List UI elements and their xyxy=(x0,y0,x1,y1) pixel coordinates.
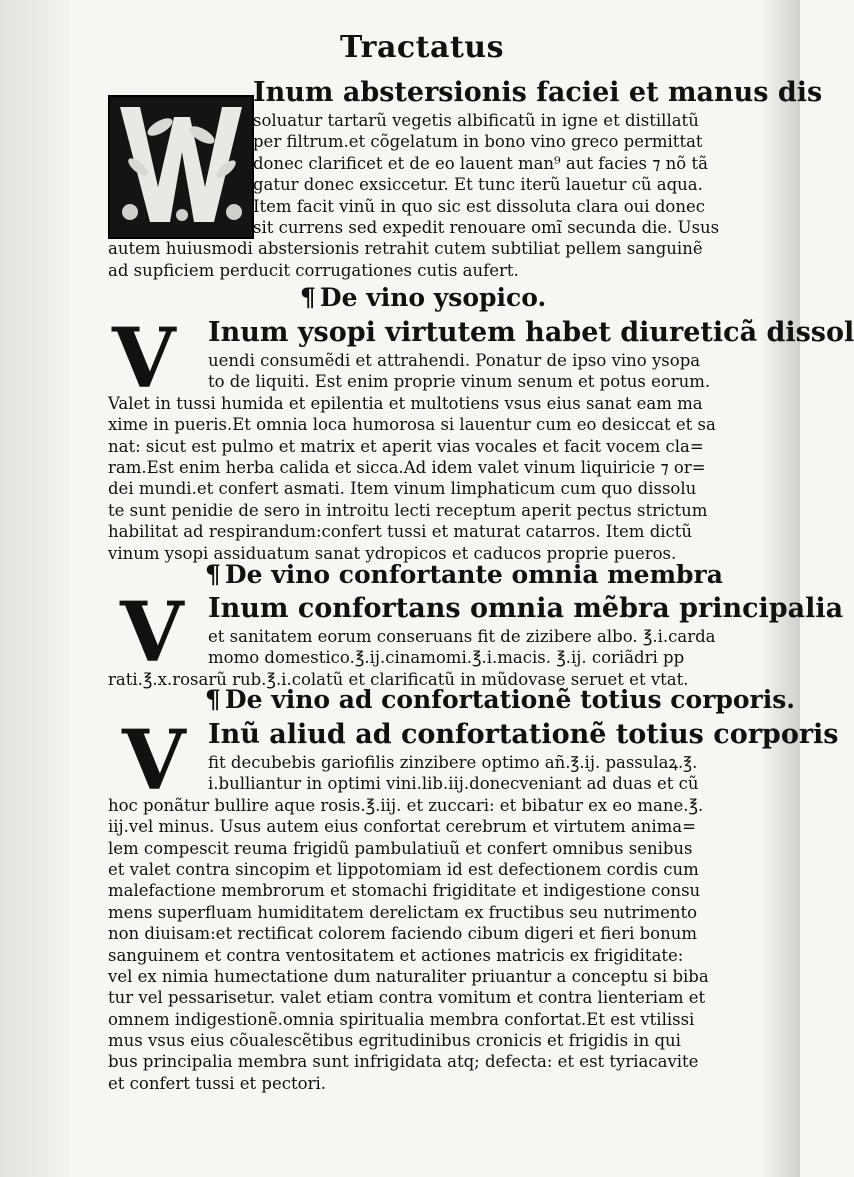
section4-line: lem compescit reuma frigidũ pambulatiuũ et confert omnibus senibus xyxy=(108,838,693,858)
pilcrow-mark: ¶ xyxy=(300,283,316,312)
section4-line: mens superfluam humiditatem derelictam ex fructibus seu nutrimento xyxy=(108,902,698,922)
section2-line: uendi consumẽdi et attrahendi. Ponatur de ipso vino ysopa xyxy=(208,351,701,370)
section1-line: ad supficiem perducit corrugationes cutis aufert. xyxy=(108,260,519,280)
section4-line: et valet contra sincopim et lippotomiam id est defectionem cordis cum xyxy=(108,859,699,879)
section4-line: bus principalia membra sunt infrigidata atq; defecta: et est tyriacavite xyxy=(108,1052,699,1072)
section1-line: soluatur tartarũ vegetis albificatũ in igne et distillatũ xyxy=(253,111,699,130)
page-gutter xyxy=(0,0,70,1177)
section2-line: xime in pueris.Et omnia loca humorosa si lauentur cum eo desiccat et sa xyxy=(108,415,716,435)
section4-line: fit decubebis gariofilis zinzibere optimo añ.℥.ij. passulaꝝ.℥. xyxy=(208,753,698,772)
section2-line: to de liquiti. Est enim proprie vinum senum et potus eorum. xyxy=(208,372,711,392)
section4-line: sanguinem et contra ventositatem et actiones matricis ex frigiditate: xyxy=(108,945,684,965)
section3-initial: V xyxy=(120,585,184,681)
section1-line: gatur donec exsiccetur. Et tunc iterũ lauetur cũ aqua. xyxy=(253,175,703,195)
section3-line: rati.℥.x.rosarũ rub.℥.i.colatũ et clarificatũ in mũdovase seruet et vtat. xyxy=(108,669,689,689)
section4-line: vel ex nimia humectatione dum naturaliter priuantur a conceptu si biba xyxy=(108,966,709,986)
section4-line: Inũ aliud ad confortationẽ totius corporis xyxy=(208,719,839,750)
section4-heading-text: De vino ad confortationẽ totius corporis. xyxy=(224,685,795,714)
section2-text xyxy=(108,311,854,564)
section1-line: sit currens sed expedit renouare omĩ secunda die. Usus xyxy=(253,217,720,237)
section3-line: momo domestico.℥.ij.cinamomi.℥.i.macis. ℥.ij. coriãdri pp xyxy=(208,648,685,668)
section1-line: autem huiusmodi abstersionis retrahit cutem subtiliat pellem sanguinẽ xyxy=(108,239,703,259)
section1-line: donec clarificet et de eo lauent man⁹ aut facies ⁊ nõ tã xyxy=(253,153,708,173)
section2-heading xyxy=(300,283,546,312)
section2-line: te sunt penidie de sero in introitu lecti receptum aperit pectus strictum xyxy=(108,500,708,520)
section2-line: nat: sicut est pulmo et matrix et aperit vias vocales et facit vocem cla= xyxy=(108,436,704,456)
section4-initial: V xyxy=(122,713,186,809)
section4-line: iij.vel minus. Usus autem eius confortat cerebrum et virtutem anima= xyxy=(108,817,696,837)
section3-line: Inum confortans omnia mẽbra principalia xyxy=(208,593,844,624)
section2-line: dei mundi.et confert asmati. Item vinum limphaticum cum quo dissolu xyxy=(108,479,697,499)
section4-line: tur vel pessarisetur. valet etiam contra vomitum et contra lienteriam et xyxy=(108,988,706,1008)
section4-line: i.bulliantur in optimi vini.lib.iij.donecveniant ad duas et cũ xyxy=(208,774,699,794)
section4-line: malefactione membrorum et stomachi frigiditate et indigestione consu xyxy=(108,881,701,901)
page-edge xyxy=(760,0,800,1177)
pilcrow-mark: ¶ xyxy=(205,560,221,589)
section4-heading xyxy=(205,685,795,714)
section1-line: Item facit vinũ in quo sic est dissoluta clara oui donec xyxy=(253,196,705,216)
section4-line: omnem indigestionẽ.omnia spiritualia membra confortat.Et est vtilissi xyxy=(108,1009,695,1029)
section2-initial: V xyxy=(112,311,176,407)
section2-line: Inum ysopi virtutem habet diureticã dissol xyxy=(208,317,854,348)
section3-heading-text: De vino confortante omnia membra xyxy=(224,560,723,589)
section4-line: et confert tussi et pectori. xyxy=(108,1073,326,1093)
section3-text xyxy=(108,585,844,690)
section3-heading xyxy=(205,560,723,589)
section4-line: non diuisam:et rectificat colorem faciendo cibum digeri et fieri bonum xyxy=(108,924,697,944)
section2-heading-text: De vino ysopico. xyxy=(319,283,547,312)
running-head: Tractatus xyxy=(340,30,505,65)
section1-line: Inum abstersionis faciei et manus dis xyxy=(253,77,823,108)
section1-line: per filtrum.et cõgelatum in bono vino greco permittat xyxy=(253,132,703,152)
pilcrow-mark: ¶ xyxy=(205,685,221,714)
section2-line: vinum ysopi assiduatum sanat ydropicos et caducos proprie pueros. xyxy=(108,543,677,563)
section2-line: Valet in tussi humida et epilentia et multotiens vsus eius sanat eam ma xyxy=(108,393,703,413)
section4-line: mus vsus eius cõualescẽtibus egritudinibus cronicis et frigidis in qui xyxy=(108,1031,681,1051)
section4-line: hoc ponãtur bullire aque rosis.℥.iij. et zuccari: et bibatur ex eo mane.℥. xyxy=(108,795,704,815)
section2-line: habilitat ad respirandum:confert tussi et maturat catarros. Item dictũ xyxy=(108,522,693,542)
section1-text xyxy=(108,76,823,281)
section2-line: ram.Est enim herba calida et sicca.Ad idem valet vinum liquiricie ⁊ or= xyxy=(108,457,706,477)
section3-line: et sanitatem eorum conseruans fit de zizibere albo. ℥.i.carda xyxy=(208,627,716,646)
section4-text xyxy=(108,713,839,1094)
